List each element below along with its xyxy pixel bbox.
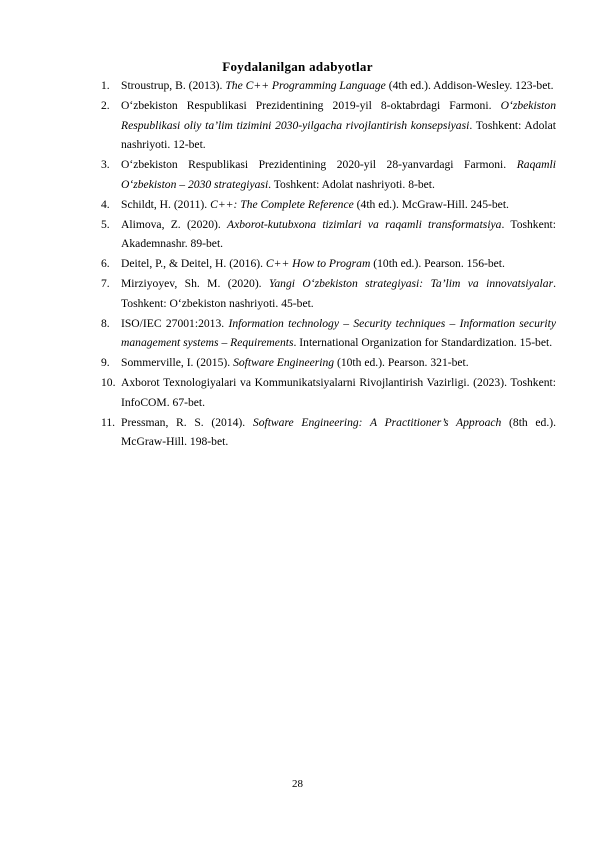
reference-item: [101, 195, 556, 215]
page-number: 28: [292, 778, 303, 790]
reference-number: 5.: [101, 217, 110, 231]
reference-number: 11.: [101, 415, 116, 429]
reference-text: Deitel, P., & Deitel, H. (2016).: [121, 257, 266, 271]
reference-number: 4.: [101, 197, 110, 211]
reference-details: (10th ed.). Pearson. 321-bet.: [334, 356, 469, 370]
reference-text: ISO/IEC 27001:2013.: [121, 316, 229, 330]
reference-item: [101, 76, 556, 96]
reference-details: (4th ed.). McGraw-Hill. 245-bet.: [353, 197, 509, 211]
reference-text: Axborot Texnologiyalari va Kommunikatsiyalarni Rivojlantirish Vazirligi. (2023). Toshkent: InfoCOM. 67-bet.: [121, 375, 556, 409]
reference-number: 1.: [101, 79, 110, 92]
reference-item: [101, 96, 556, 155]
reference-title: Information technology – Security techniques – Information security management systems – Requirements: [121, 316, 556, 350]
reference-details: . Toshkent: Adolat nashriyoti. 8-bet.: [268, 177, 435, 191]
reference-item: [101, 215, 556, 255]
reference-details: . Toshkent: Adolat nashriyoti. 12-bet.: [121, 118, 556, 152]
reference-title: Yangi O‘zbekiston strategiyasi: Ta’lim va innovatsiyalar: [268, 276, 554, 290]
reference-item: [101, 413, 556, 453]
reference-text: Sommerville, I. (2015).: [121, 356, 234, 370]
reference-item: [101, 254, 556, 274]
reference-title: Software Engineering: [233, 356, 335, 370]
reference-number: 2.: [101, 98, 110, 112]
reference-details: . Toshkent: O‘zbekiston nashriyoti. 45-bet.: [121, 276, 556, 310]
reference-item: [101, 353, 556, 373]
reference-title: Raqamli O‘zbekiston – 2030 strategiyasi: [121, 158, 556, 191]
reference-text: Schildt, H. (2011).: [121, 197, 211, 211]
reference-title: Software Engineering: A Practitioner’s Approach: [252, 415, 502, 429]
reference-number: 6.: [101, 257, 110, 271]
reference-text: Mirziyoyev, Sh. M. (2020).: [121, 276, 269, 290]
reference-text: O‘zbekiston Respublikasi Prezidentining 2019-yil 8-oktabrdagi Farmoni.: [121, 98, 501, 112]
reference-number: 10.: [101, 375, 116, 389]
reference-text: Alimova, Z. (2020).: [121, 217, 228, 231]
reference-item: [101, 274, 556, 314]
reference-text: O‘zbekiston Respublikasi Prezidentining 2020-yil 28-yanvardagi Farmoni.: [121, 158, 517, 172]
reference-details: . Toshkent: Akademnashr. 89-bet.: [121, 217, 556, 251]
reference-text: Pressman, R. S. (2014).: [121, 415, 253, 429]
reference-title: C++: The Complete Reference: [210, 197, 354, 211]
reference-number: 7.: [101, 276, 110, 290]
reference-number: 8.: [101, 316, 110, 330]
reference-item: [101, 155, 556, 195]
reference-list: [101, 76, 556, 452]
reference-item: [101, 314, 556, 354]
reference-details: (8th ed.). McGraw-Hill. 198-bet.: [121, 415, 556, 449]
reference-details: . International Organization for Standardization. 15-bet.: [293, 336, 553, 350]
reference-title: C++ How to Program: [265, 257, 371, 271]
reference-text: Stroustrup, B. (2013).: [121, 79, 226, 92]
reference-item: [101, 373, 556, 413]
reference-details: (4th ed.). Addison-Wesley. 123-bet.: [385, 79, 554, 92]
reference-title: Axborot-kutubxona tizimlari va raqamli transformatsiya: [227, 217, 502, 231]
reference-details: (10th ed.). Pearson. 156-bet.: [370, 257, 505, 271]
reference-number: 3.: [101, 158, 110, 172]
page-title: Foydalanilgan adabyotlar: [222, 59, 373, 74]
reference-title: O‘zbekiston Respublikasi oliy ta’lim tizimini 2030-yilgacha rivojlantirish konsepsiyasi: [121, 98, 556, 132]
reference-number: 9.: [101, 356, 110, 370]
reference-title: The C++ Programming Language: [225, 79, 386, 92]
